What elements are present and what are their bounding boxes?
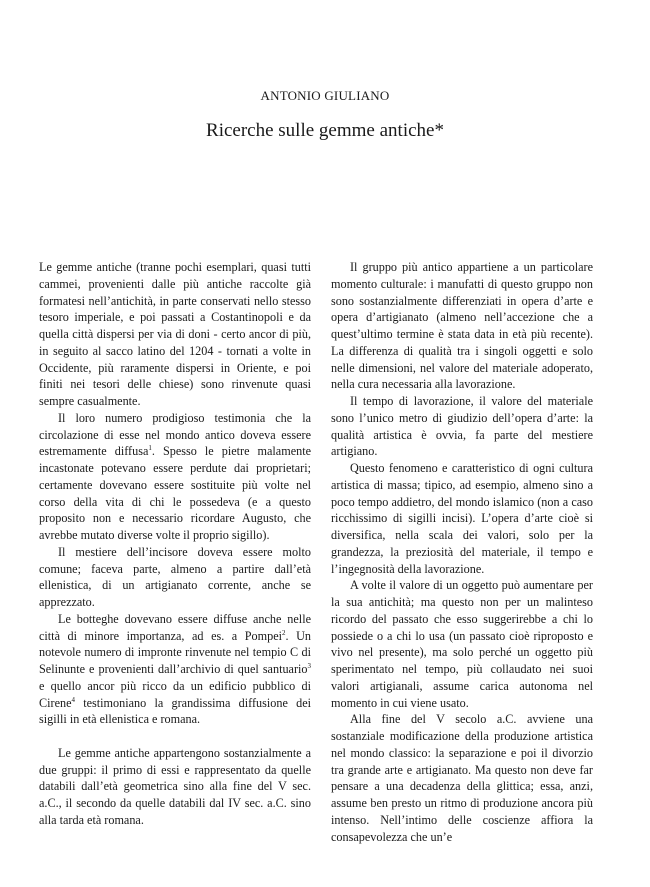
paragraph: Alla fine del V secolo a.C. avviene una sostanziale modificazione della produzione artistica nel mondo classico: la separazione e poi il divorzio tra grande arte e artigianato. Ma questo non deve far pensare a una decadenza della glittica; essa, anzi, assume ben presto un ritmo di produzione ancora più intenso. Nell’intimo delle coscienze affiora la consapevolezza che un’e xyxy=(331,712,593,844)
paragraph: A volte il valore di un oggetto può aumentare per la sua antichità; ma questo non per un malinteso ricordo del passato che esso suggerirebbe a chi lo possiede o a chi lo usa (un passato cioè riproposto e vivo nel presente), ma solo perché un oggetto più sperimentato nel tempo, più collaudato nei suoi valori artigianali, assume carica autonoma nel momento in cui viene usato. xyxy=(331,578,593,710)
footnote-ref: 3 xyxy=(307,662,311,670)
paragraph: Il mestiere dell’incisore doveva essere molto comune; faceva parte, almeno a partire dall’età ellenistica, di un artigianato corrente, anche se apprezzato. xyxy=(39,544,311,609)
paragraph: Le gemme antiche (tranne pochi esemplari, quasi tutti cammei, provenienti dalle più antiche raccolte già formatesi nell’antichità, in parte conservati nello stesso tesoro imperiale, e poi passati a Costantinopoli e da quella città dispersi per via di doni - certo ancor di più, in seguito al sacco latino del 1204 - tornati a volte in Occidente, più raramente dispersi in Oriente, e poi finiti nei tesori delle chiese) sono rinvenute quasi sempre casualmente. xyxy=(39,260,311,408)
article-title: Ricerche sulle gemme antiche* xyxy=(206,120,444,141)
paragraph: Questo fenomeno e caratteristico di ogni cultura artistica di massa; tipico, ad esempio, almeno sino a poco tempo addietro, del mondo islamico (non a caso ricchissimo di sigilli incisi). L’opera d’arte cioè si diversifica, nella scala dei valori, solo per la grandezza, la preziosità del materiale, il tempo e l’ingegnosità della lavorazione. xyxy=(331,461,593,576)
right-column xyxy=(331,259,593,845)
left-column xyxy=(39,259,311,829)
footnote-ref: 1 xyxy=(148,444,152,453)
paragraph: Il tempo di lavorazione, il valore del materiale sono l’unico metro di giudizio dell’opera d’arte: la qualità artistica è ovvia, fa parte del mestiere artigiano. xyxy=(331,394,593,459)
author-name: ANTONIO GIULIANO xyxy=(260,88,390,103)
paragraph: Le gemme antiche appartengono sostanzialmente a due gruppi: il primo di essi e rappresentato da quelle databili dall’età geometrica sino alla fine del V sec. a.C., il secondo da quelle databili dal IV sec. a.C. sino alla tarda età romana. xyxy=(39,745,311,827)
footnote-ref: 4 xyxy=(71,695,75,704)
footnote-ref: 2 xyxy=(282,628,286,637)
paragraph: Le botteghe dovevano essere diffuse anche nelle città di minore importanza, ad es. a Pompei$^2$. Un notevole numero di impronte rinvenute nel tempio C di Selinunte e provenienti dall’archivio di quel santuario$^3$ e quello ancor più ricco da un edificio pubblico di Cirene$^4$ testimoniano la grandissima diffusione dei sigilli in età ellenistica e romana. xyxy=(39,611,311,727)
paragraph: Il loro numero prodigioso testimonia che la circolazione di esse nel mondo antico doveva essere estremamente diffusa$^1$. Spesso le pietre malamente incastonate potevano essere perdute dai proprietari; certamente dovevano essere sostituite più volte nel corso della vita di chi le possedeva (e a questo proposito non e necessario ricordare Augusto, che avrebbe mutato diverse volte il proprio sigillo). xyxy=(39,410,311,542)
paragraph: Il gruppo più antico appartiene a un particolare momento culturale: i manufatti di questo gruppo non sono sostanzialmente differenziati in opera d’arte e opera d’artigianato (almeno nell’accezione che a quest’ultimo termine è stata data in età più recente). La differenza di qualità tra i singoli oggetti e solo nelle dimensioni, nel valore del materiale adoperato, nella cura necessaria alla lavorazione. xyxy=(331,260,593,392)
